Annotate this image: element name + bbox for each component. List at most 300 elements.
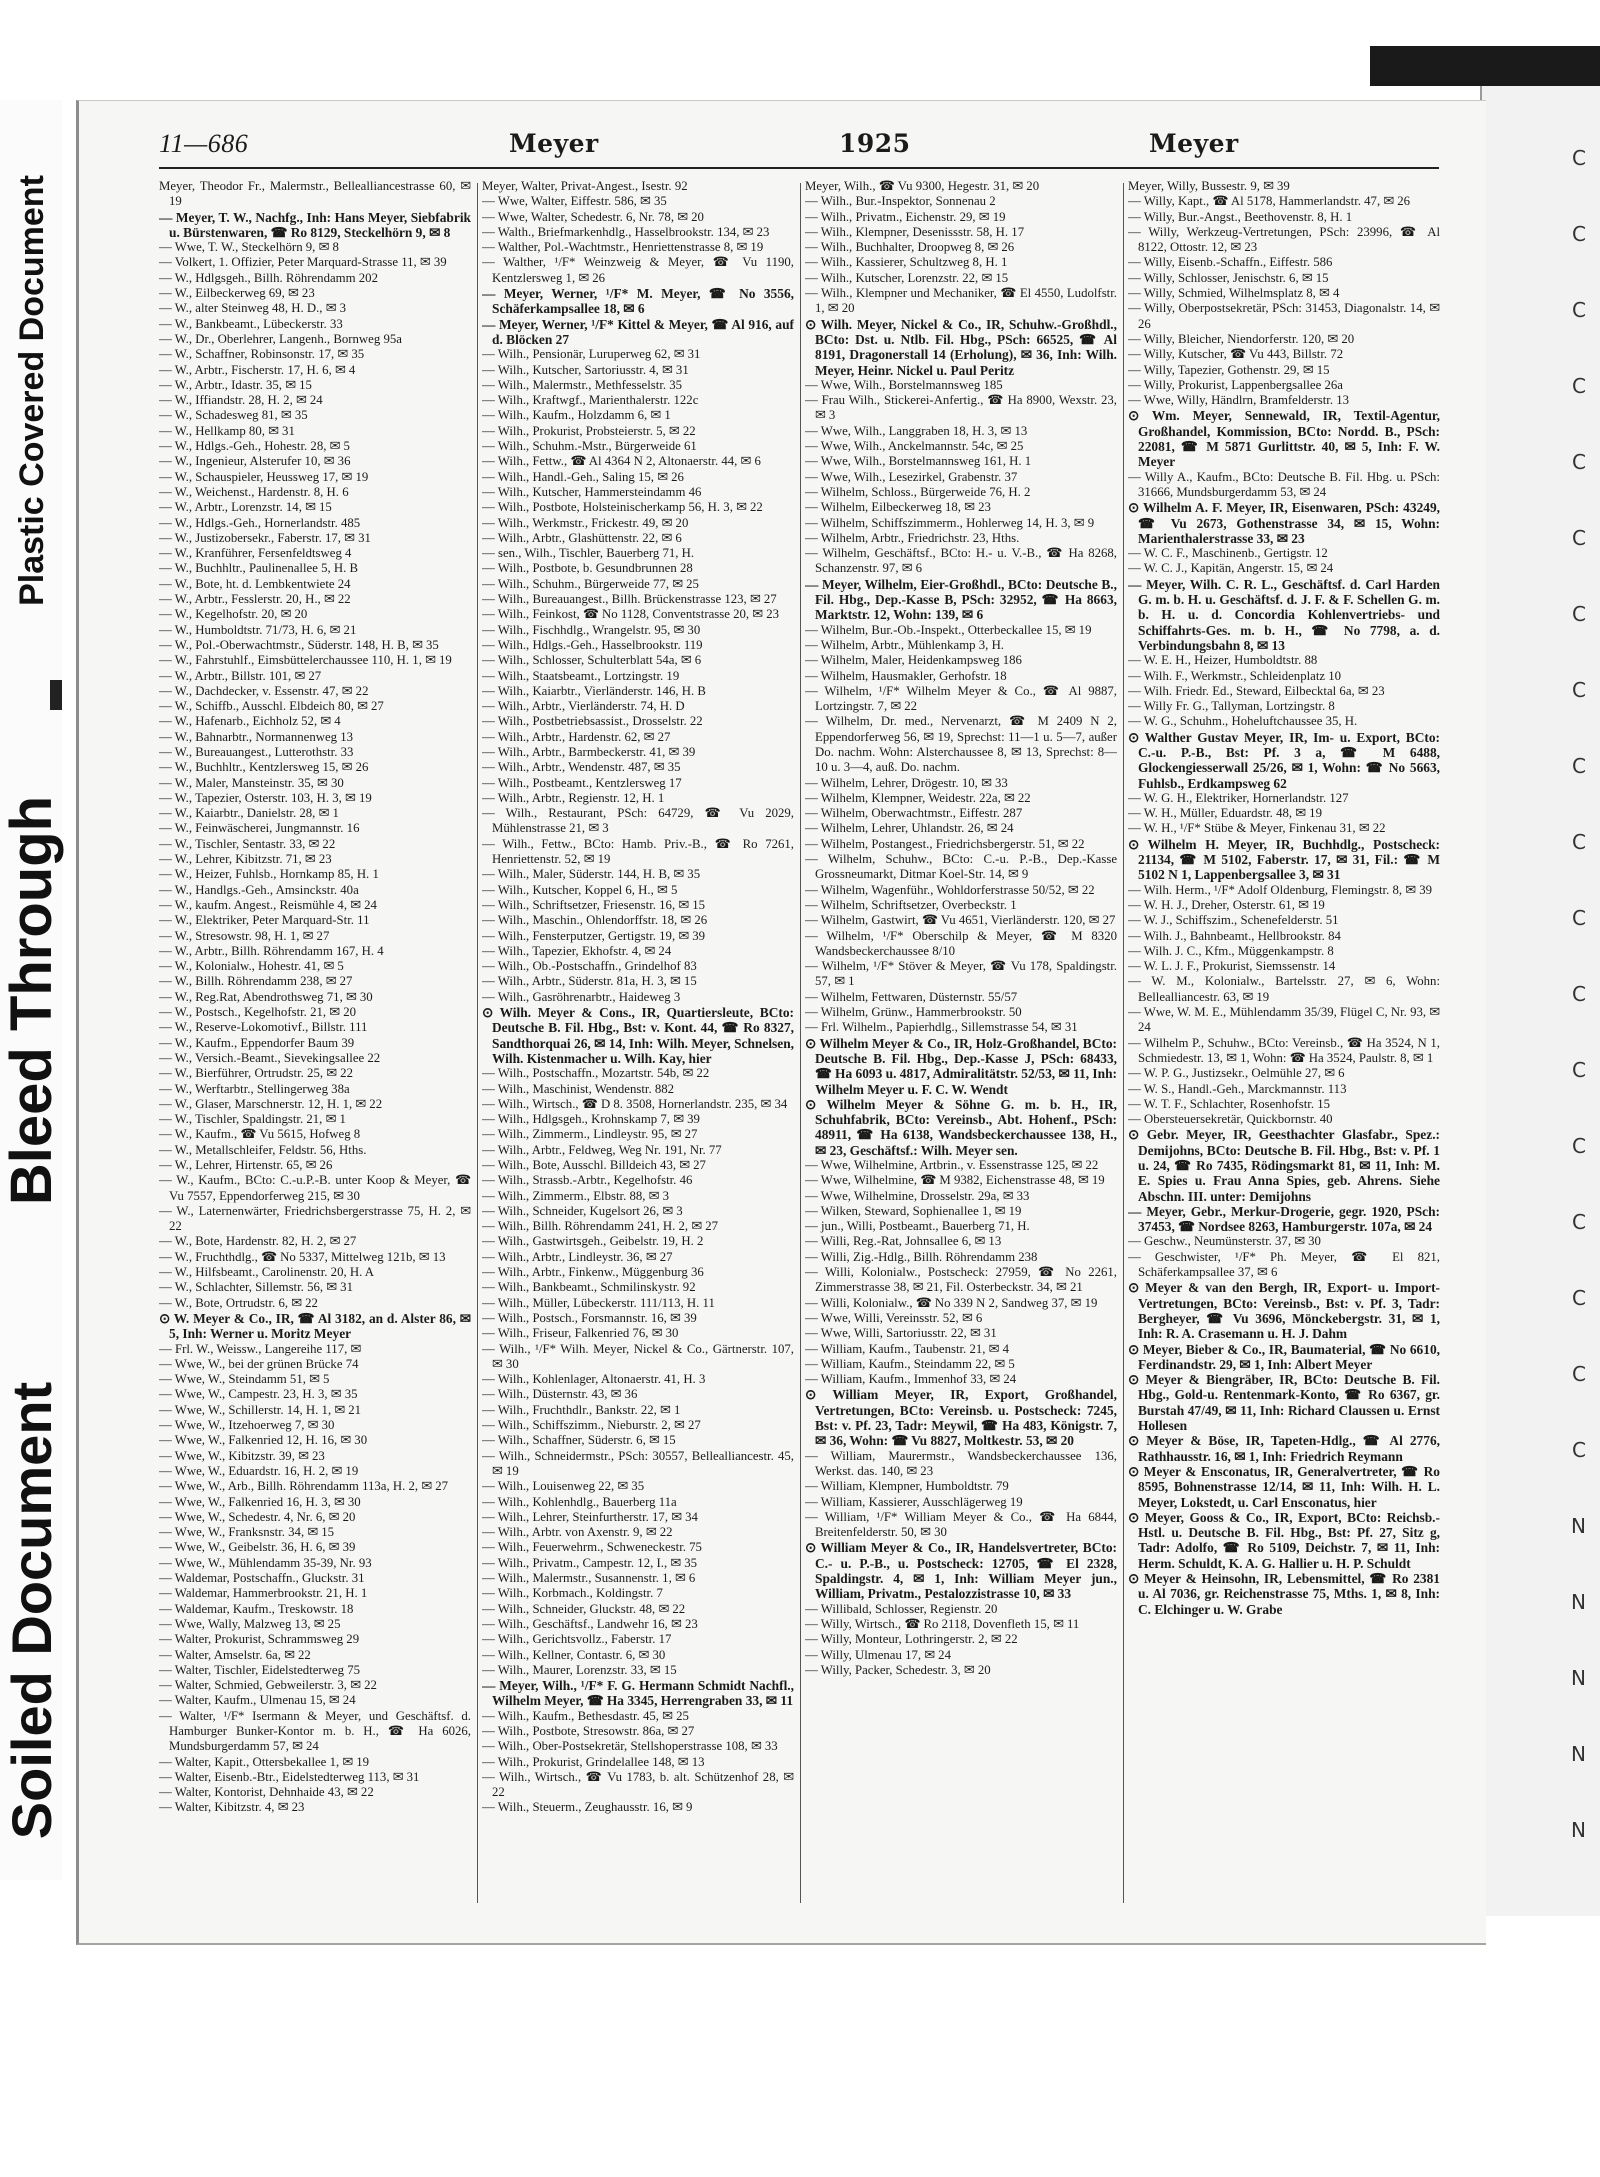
directory-entry: — Wwe, W., Itzehoerweg 7, ✉ 30 <box>159 1418 335 1433</box>
directory-entry: — W., Buchhltr., Paulinenallee 5, H. B <box>159 561 359 576</box>
directory-entry: — Frau Wilh., Stickerei-Anfertig., ☎ Ha 8900, Wexstr. 23, ✉ 3 <box>805 393 1117 423</box>
directory-entry: — Wilhelm, Arbtr., Mühlenkamp 3, H. <box>805 637 1005 652</box>
directory-entry: — Geschwister, ¹/F* Ph. Meyer, ☎ El 821, Schäferkampsallee 37, ✉ 6 <box>1128 1249 1440 1280</box>
directory-entry: — Meyer, Wilh. C. R. L., Geschäftsf. d. Carl Harden G. m. b. H. u. Geschäftsf. d. J. F. & F. Schellen G. m. b. H. u. d. Concordia Kohlenvertriebs- und Schiffahrts-Ges. m. b. H., ☎ No 7798, a. d. Verbindungsbahn 8, ✉ 13 <box>1128 576 1440 653</box>
directory-entry: — Wilhelm, Gastwirt, ☎ Vu 4651, Vierländerstr. 120, ✉ 27 <box>805 913 1116 928</box>
directory-entry: — W., Laternenwärter, Friedrichsbergerstrasse 75, H. 2, ✉ 22 <box>159 1203 471 1234</box>
directory-entry: — William, Klempner, Humboldtstr. 79 <box>805 1479 1009 1494</box>
edge-letter: N <box>1571 1590 1586 1614</box>
directory-entry: — Wilh., Pensionär, Luruperweg 62, ✉ 31 <box>482 347 701 362</box>
margin-divider-mark <box>50 680 62 710</box>
directory-entry: — Wilhelm, Schiffszimmerm., Hohlerweg 14, H. 3, ✉ 9 <box>805 515 1095 530</box>
directory-entry: — Walter, Eisenb.-Btr., Eidelstedterweg 113, ✉ 31 <box>159 1769 420 1784</box>
edge-letter: C <box>1572 1362 1586 1386</box>
edge-letter: N <box>1571 1514 1586 1538</box>
directory-entry: — W., Kranführer, Fersenfeldtsweg 4 <box>159 546 352 561</box>
directory-entry: — Wilh., Kaiarbtr., Vierländerstr. 146, H. B <box>482 683 706 698</box>
directory-entry: — Wilh., Wirtsch., ☎ Vu 1783, b. alt. Schützenhof 28, ✉ 22 <box>482 1769 794 1800</box>
margin-label-plastic-text: Plastic Covered Document <box>12 174 51 606</box>
directory-entry: ⊙ Meyer, Bieber & Co., IR, Baumaterial, ☎ No 6610, Ferdinandstr. 29, ✉ 1, Inh: Albert Meyer <box>1128 1341 1440 1372</box>
directory-entry: — W. C. F., Maschinenb., Gertigstr. 12 <box>1128 546 1328 561</box>
directory-entry: — W. H. J., Dreher, Osterstr. 61, ✉ 19 <box>1128 897 1325 912</box>
directory-entry: — Wilhelm, Lehrer, Drögestr. 10, ✉ 33 <box>805 775 1008 790</box>
directory-entry: ⊙ William Meyer & Co., IR, Handelsvertreter, BCto: C.- u. P.-B., u. Postscheck: 12705, ☎ El 2328, Spaldingstr. 4, ✉ 1, Inh: William Meyer jun., William, Privatm., Pestalozzistrasse 10, ✉ 33 <box>805 1540 1117 1602</box>
directory-entry: — Volkert, 1. Offizier, Peter Marquard-Strasse 11, ✉ 39 <box>159 255 447 270</box>
directory-entry: — William, Kassierer, Ausschlägerweg 19 <box>805 1494 1023 1509</box>
directory-entry: — Wilhelm, Schriftsetzer, Overbeckstr. 1 <box>805 897 1017 912</box>
directory-entry: — W. L. J. F., Prokurist, Siemssenstr. 14 <box>1128 959 1336 974</box>
directory-entry: — Willy, Schlosser, Jenischstr. 6, ✉ 15 <box>1128 270 1329 285</box>
directory-entry: — Wilh., Postbote, b. Gesundbrunnen 28 <box>482 561 693 576</box>
directory-entry: — W., Versich.-Beamt., Sievekingsallee 22 <box>159 1050 381 1065</box>
directory-entry: — W., Bote, Ortrudstr. 6, ✉ 22 <box>159 1295 318 1310</box>
directory-entry: — Willy A., Kaufm., BCto: Deutsche B. Fil. Hbg. u. PSch: 31666, Mundsburgerdamm 53, ✉ 24 <box>1128 469 1440 499</box>
directory-entry: — W., Arbtr., Billh. Röhrendamm 167, H. 4 <box>159 943 384 958</box>
directory-entry: — Wilken, Steward, Sophienallee 1, ✉ 19 <box>805 1203 1022 1218</box>
directory-entry: — Walter, Kaufm., Ulmenau 15, ✉ 24 <box>159 1693 356 1708</box>
directory-entry: — Willi, Kolonialw., Postscheck: 27959, ☎ No 2261, Zimmerstrasse 38, ✉ 21, Fil. Osterbeckstr. 34, ✉ 21 <box>805 1265 1117 1295</box>
directory-entry: — W., Heizer, Fuhlsb., Hornkamp 85, H. 1 <box>159 867 379 882</box>
directory-entry: — W., Ingenieur, Alsterufer 10, ✉ 36 <box>159 454 351 469</box>
directory-entry: ⊙ Meyer & Böse, IR, Tapeten-Hdlg., ☎ Al 2776, Rathhausstr. 16, ✉ 1, Inh: Friedrich Reymann <box>1128 1433 1440 1464</box>
next-page-edge <box>1480 86 1600 1916</box>
directory-entry: — Wilh. F., Werkmstr., Schleidenplatz 10 <box>1128 668 1342 683</box>
left-margin-strip <box>0 100 65 1880</box>
directory-entry: — Wilh., Kutscher, Koppel 6, H., ✉ 5 <box>482 882 678 897</box>
directory-entry: — Wwe, W. M. E., Mühlendamm 35/39, Flügel C, Nr. 93, ✉ 24 <box>1128 1005 1440 1035</box>
directory-entry: ⊙ W. Meyer & Co., IR, ☎ Al 3182, an d. Alster 86, ✉ 5, Inh: Werner u. Moritz Meyer <box>159 1310 471 1342</box>
directory-entry: — W., Arbtr., Fesslerstr. 20, H., ✉ 22 <box>159 592 351 607</box>
directory-entry: — Wilh., Arbtr., Finkenw., Müggenburg 36 <box>482 1265 704 1280</box>
directory-entry: — Willy Fr. G., Tallyman, Lortzingstr. 8 <box>1128 699 1335 714</box>
column-3 <box>805 179 1117 1919</box>
directory-entry: — Wilhelm, Maler, Heidenkampsweg 186 <box>805 653 1022 668</box>
directory-entry: — Wwe, W., Falkenried 12, H. 16, ✉ 30 <box>159 1433 368 1448</box>
top-right-shadow <box>1370 46 1600 86</box>
directory-entry: — W., Humboldtstr. 71/73, H. 6, ✉ 21 <box>159 622 357 637</box>
margin-label-bleed-text: Bleed Through <box>0 795 65 1205</box>
directory-entry: — W., Reserve-Lokomotivf., Billstr. 111 <box>159 1020 368 1035</box>
directory-entry: — Wwe, W., Mühlendamm 35-39, Nr. 93 <box>159 1555 372 1570</box>
directory-entry: — William, Kaufm., Steindamm 22, ✉ 5 <box>805 1356 1015 1371</box>
directory-entry: — Wilh. Friedr. Ed., Steward, Eilbecktal 6a, ✉ 23 <box>1128 683 1385 698</box>
directory-entry: — W., Hdlgsgeh., Billh. Röhrendamm 202 <box>159 270 378 285</box>
directory-entry: — Wilh., Ob.-Postschaffn., Grindelhof 83 <box>482 959 697 974</box>
directory-entry: — Wilh., Fettw., BCto: Hamb. Priv.-B., ☎ Ro 7261, Henriettenstr. 52, ✉ 19 <box>482 836 794 867</box>
edge-letter: C <box>1572 982 1586 1006</box>
directory-entry: — Wilhelm P., Schuhw., BCto: Vereinsb., ☎ Ha 3524, N 1, Schmiedestr. 13, ✉ 1, Wohn: ☎ Ha 3524, Paulstr. 8, ✉ 1 <box>1128 1035 1440 1065</box>
directory-entry: — W., Iffiandstr. 28, H. 2, ✉ 24 <box>159 393 323 408</box>
directory-entry: — Wilhelm, Grünw., Hammerbrookstr. 50 <box>805 1005 1022 1020</box>
directory-entry: — Wwe, Wilh., Anckelmannstr. 54c, ✉ 25 <box>805 439 1024 454</box>
directory-entry: — Wilh., Gastwirtsgeh., Geibelstr. 19, H. 2 <box>482 1234 704 1249</box>
column-2 <box>482 179 794 1919</box>
directory-entry: ⊙ Wilhelm A. F. Meyer, IR, Eisenwaren, PSch: 43249, ☎ Vu 2673, Gothenstrasse 34, ✉ 15, Wohn: Marienthalerstrasse 33, ✉ 23 <box>1128 500 1440 546</box>
directory-entry: — Frl. Wilhelm., Papierhdlg., Sillemstrasse 54, ✉ 31 <box>805 1020 1078 1035</box>
directory-entry: — Wwe, W., Arb., Billh. Röhrendamm 113a, H. 2, ✉ 27 <box>159 1479 449 1494</box>
directory-entry: — Wilh., Bur.-Inspektor, Sonnenau 2 <box>805 194 996 209</box>
directory-entry: — Wilh., Louisenweg 22, ✉ 35 <box>482 1479 645 1494</box>
directory-entry: — Wilh., Kutscher, Sartoriusstr. 4, ✉ 31 <box>482 362 689 377</box>
directory-entry: — Wilh. J., Bahnbeamt., Hellbrookstr. 84 <box>1128 928 1341 943</box>
directory-entry: ⊙ Walther Gustav Meyer, IR, Im- u. Export, BCto: C.-u. P.-B., Bst: Pf. 3 a, ☎ M 6488, Glockengiesserwall 25/26, ✉ 1, Wohn: ☎ No 5663, Fuhlsb., Erdkampsweg 62 <box>1128 729 1440 791</box>
directory-entry: — Wilh., Bureauangest., Billh. Brückenstrasse 123, ✉ 27 <box>482 592 777 607</box>
directory-entry: — Wilh., Malermstr., Susannenstr. 1, ✉ 6 <box>482 1571 696 1586</box>
margin-label-soiled <box>0 1330 64 1890</box>
directory-entry: — Wilh., Arbtr., Vierländerstr. 74, H. D <box>482 699 685 714</box>
directory-entry: — Wilh., Kohlenhdlg., Bauerberg 11a <box>482 1494 677 1509</box>
header-right-heading: Meyer <box>1149 129 1239 158</box>
directory-entry: — W., Metallschleifer, Feldstr. 56, Hths. <box>159 1142 367 1157</box>
directory-entry: — W., Tischler, Spaldingstr. 21, ✉ 1 <box>159 1112 346 1127</box>
directory-entry: — W., Weichenst., Hardenstr. 8, H. 6 <box>159 484 349 499</box>
directory-entry: — W., Stresowstr. 98, H. 1, ✉ 27 <box>159 928 330 943</box>
directory-entry: — Wilh., Fensterputzer, Gertigstr. 19, ✉ 39 <box>482 928 706 943</box>
directory-entry: — Wilh., Bankbeamt., Schmilinskystr. 92 <box>482 1280 696 1295</box>
directory-entry: — W., Bote, ht. d. Lembkentwiete 24 <box>159 576 351 591</box>
directory-entry: — Meyer, Werner, ¹/F* Kittel & Meyer, ☎ Al 916, auf d. Blöcken 27 <box>482 316 794 347</box>
directory-entry: — Wilh., Zimmerm., Elbstr. 88, ✉ 3 <box>482 1188 669 1203</box>
directory-entry: — W., Kaufm., BCto: C.-u.P.-B. unter Koop & Meyer, ☎ Vu 7557, Eppendorferweg 215, ✉ 30 <box>159 1173 471 1203</box>
directory-entry: — Wwe, Wilhelmine, ☎ M 9382, Eichenstrasse 48, ✉ 19 <box>805 1173 1105 1188</box>
directory-entry: ⊙ Wilh. Meyer, Nickel & Co., IR, Schuhw.-Großhdl., BCto: Dst. u. Ntlb. Fil. Hbg., PSch: 66525, ☎ Al 8191, Dragonerstall 14 (Erholung), ✉ 36, Inh: Wilh. Meyer, Heinr. Nickel u. Paul Peritz <box>805 316 1117 378</box>
directory-entry: — William, Kaufm., Taubenstr. 21, ✉ 4 <box>805 1341 1009 1356</box>
edge-letter: C <box>1572 830 1586 854</box>
directory-entry: — Walther, ¹/F* Weinzweig & Meyer, ☎ Vu 1190, Kentzlersweg 1, ✉ 26 <box>482 255 794 285</box>
directory-entry: — W., Glaser, Marschnerstr. 12, H. 1, ✉ 22 <box>159 1096 383 1111</box>
directory-entry: — W., Handlgs.-Geh., Amsinckstr. 40a <box>159 882 359 897</box>
directory-entry: — W., Hdlgs.-Geh., Hornerlandstr. 485 <box>159 515 361 530</box>
directory-entry: — Wilh., Klempner und Mechaniker, ☎ El 4550, Ludolfstr. 1, ✉ 20 <box>805 286 1117 316</box>
directory-entry: — W., Kaufm., Eppendorfer Baum 39 <box>159 1035 355 1050</box>
directory-entry: — Wilh., Arbtr., Feldweg, Weg Nr. 191, Nr. 77 <box>482 1142 722 1157</box>
directory-entry: — Wwe, Willi, Vereinsstr. 52, ✉ 6 <box>805 1310 983 1325</box>
directory-entry: — W., Fahrstuhlf., Eimsbüttelerchaussee 110, H. 1, ✉ 19 <box>159 653 452 668</box>
directory-entry: — Wilh., Düsternstr. 43, ✉ 36 <box>482 1387 638 1402</box>
directory-entry: — W., Bahnarbtr., Normannenweg 13 <box>159 729 354 744</box>
directory-entry: — W., Billh. Röhrendamm 238, ✉ 27 <box>159 974 353 989</box>
margin-label-plastic <box>6 120 58 660</box>
directory-entry: — Wwe, W., Kibitzstr. 39, ✉ 23 <box>159 1448 325 1463</box>
directory-entry: — Wilh., Gasröhrenarbtr., Haideweg 3 <box>482 989 681 1004</box>
directory-entry: — Willi, Zig.-Hdlg., Billh. Röhrendamm 238 <box>805 1249 1038 1264</box>
directory-entry: — Wilhelm, Dr. med., Nervenarzt, ☎ M 2409 N 2, Eppendorferweg 56, ✉ 19, Sprechst: 11—1 u. 5—7, außer Do. nachm. Wohn: Alsterchaussee 8, ✉ 13, Sprechst: 8—10 u. 3—4, auß. Do. nachm. <box>805 714 1117 775</box>
directory-entry: — Wilh., Postbote, Stresowstr. 86a, ✉ 27 <box>482 1723 695 1738</box>
directory-entry: — Walter, Schmied, Gebweilerstr. 3, ✉ 22 <box>159 1678 377 1693</box>
directory-entry: — W., Kegelhofstr. 20, ✉ 20 <box>159 607 308 622</box>
directory-entry: — Willy, Bur.-Angst., Beethovenstr. 8, H. 1 <box>1128 209 1353 224</box>
directory-entry: — Wilh., Schneider, Kugelsort 26, ✉ 3 <box>482 1203 683 1218</box>
directory-entry: — Wwe, Wilh., Lesezirkel, Grabenstr. 37 <box>805 469 1018 484</box>
directory-entry: — W., Arbtr., Fischerstr. 17, H. 6, ✉ 4 <box>159 362 356 377</box>
directory-entry: ⊙ Wilhelm Meyer & Co., IR, Holz-Großhandel, BCto: Deutsche B. Fil. Hbg., Dep.-Kasse J, PSch: 68433, ☎ Ha 6093 u. 4817, Admiralitätstr. 52/53, ✉ 11, Inh: Wilhelm Meyer u. F. C. W. Wendt <box>805 1035 1117 1097</box>
directory-entry: — Wilh., Arbtr., Lindleystr. 36, ✉ 27 <box>482 1249 673 1264</box>
directory-entry: — Walter, Kapit., Ottersbekallee 1, ✉ 19 <box>159 1754 370 1769</box>
directory-entry: — Wilh., Kassierer, Schultzweg 8, H. 1 <box>805 255 1008 270</box>
directory-entry: — W., Schlachter, Sillemstr. 56, ✉ 31 <box>159 1280 353 1295</box>
directory-entry: — Wwe, W., Falkenried 16, H. 3, ✉ 30 <box>159 1494 361 1509</box>
directory-entry: — Wilh., Ober-Postsekretär, Stellshoperstrasse 108, ✉ 33 <box>482 1739 778 1754</box>
directory-entry: — Wilh., Fettw., ☎ Al 4364 N 2, Altonaerstr. 44, ✉ 6 <box>482 454 761 469</box>
directory-entry: — Wilhelm, ¹/F* Stöver & Meyer, ☎ Vu 178, Spaldingstr. 57, ✉ 1 <box>805 959 1117 989</box>
directory-entry: — Willy, Prokurist, Lappenbergsallee 26a <box>1128 377 1343 392</box>
directory-entry: — Walter, Tischler, Eidelstedterweg 75 <box>159 1662 361 1677</box>
directory-entry: — Wilh., Arbtr. von Axenstr. 9, ✉ 22 <box>482 1525 673 1540</box>
directory-entry: — Willibald, Schlosser, Regienstr. 20 <box>805 1601 998 1616</box>
directory-entry: — W., kaufm. Angest., Reismühle 4, ✉ 24 <box>159 897 377 912</box>
page-number: 11—686 <box>159 129 249 158</box>
directory-entry: — Geschw., Neumünsterstr. 37, ✉ 30 <box>1128 1234 1321 1249</box>
directory-entry: — Willy, Ulmenau 17, ✉ 24 <box>805 1647 951 1662</box>
directory-entry: — Wilh., Bote, Ausschl. Billdeich 43, ✉ 27 <box>482 1158 706 1172</box>
directory-entry: — Wwe, Willy, Händlrn, Bramfelderstr. 13 <box>1128 393 1350 408</box>
edge-letter: N <box>1571 1666 1586 1690</box>
directory-entry: — Wilh., Buchhalter, Droopweg 8, ✉ 26 <box>805 240 1015 255</box>
directory-entry: — Wilh., Fruchthdlr., Bankstr. 22, ✉ 1 <box>482 1402 681 1417</box>
directory-entry: — W., Arbtr., Idastr. 35, ✉ 15 <box>159 377 312 392</box>
directory-entry: — Wilhelm, Lehrer, Uhlandstr. 26, ✉ 24 <box>805 821 1014 836</box>
directory-entry: — Wilh., Arbtr., Barmbeckerstr. 41, ✉ 39 <box>482 744 696 759</box>
edge-letter: C <box>1572 906 1586 930</box>
directory-entry: Meyer, Willy, Bussestr. 9, ✉ 39 <box>1128 179 1290 193</box>
directory-entry: — W., Schaffner, Robinsonstr. 17, ✉ 35 <box>159 347 365 362</box>
directory-entry: ⊙ Meyer & Heinsohn, IR, Lebensmittel, ☎ Ro 2381 u. Al 7036, gr. Reichenstrasse 75, Mths. 1, ✉ 8, Inh: C. Elchinger u. W. Grabe <box>1128 1571 1440 1617</box>
directory-entry: ⊙ Wilhelm H. Meyer, IR, Buchhdlg., Postscheck: 21134, ☎ M 5102, Faberstr. 17, ✉ 31, Fil.: ☎ M 5102 N 1, Lappenbergsallee 3, ✉ 31 <box>1128 836 1440 883</box>
directory-entry: ⊙ Wilh. Meyer & Cons., IR, Quartiersleute, BCto: Deutsche B. Fil. Hbg., Bst: v. Kont. 44, ☎ Ro 8327, Sandthorquai 26, ✉ 14, Inh: Wilh. Meyer, Schnelsen, Wilh. Kistenmacher u. Wilh. Kay, hier <box>482 1005 794 1066</box>
column-divider <box>800 183 801 1903</box>
edge-letter: C <box>1572 450 1586 474</box>
directory-entry: — W., Bankbeamt., Lübeckerstr. 33 <box>159 316 343 331</box>
directory-entry: — Wwe, W., Geibelstr. 36, H. 6, ✉ 39 <box>159 1540 356 1555</box>
directory-entry: — Wwe, Wilh., Borstelmannsweg 185 <box>805 377 1003 392</box>
directory-entry: — Wilh., Zimmerm., Lindleystr. 95, ✉ 27 <box>482 1127 698 1142</box>
header-left-heading: Meyer <box>509 129 599 158</box>
directory-entry: ⊙ Meyer & Biengräber, IR, BCto: Deutsche B. Fil. Hbg., Gold-u. Rentenmark-Konto, ☎ Ro 6367, gr. Burstah 47/49, ✉ 11, Inh: Richard Claussen u. Ernst Hollesen <box>1128 1372 1440 1434</box>
margin-label-soiled-text: Soiled Document <box>0 1381 64 1839</box>
directory-entry: — W., Schauspieler, Heussweg 17, ✉ 19 <box>159 469 369 484</box>
directory-entry: — Wilh., Arbtr., Süderstr. 81a, H. 3, ✉ 15 <box>482 974 697 989</box>
header-year: 1925 <box>839 129 911 158</box>
directory-entry: — Willi, Reg.-Rat, Johnsallee 6, ✉ 13 <box>805 1234 1002 1249</box>
directory-entry: — W., Werftarbtr., Stellingerweg 38a <box>159 1081 350 1096</box>
directory-entry: — Wilh., Wirtsch., ☎ D 8. 3508, Hornerlandstr. 235, ✉ 34 <box>482 1096 788 1111</box>
directory-entry: — Willy, Packer, Schedestr. 3, ✉ 20 <box>805 1662 991 1677</box>
directory-entry: — Wilhelm, Bur.-Ob.-Inspekt., Otterbeckallee 15, ✉ 19 <box>805 622 1092 637</box>
directory-entry: — W. G. H., Elektriker, Hornerlandstr. 127 <box>1128 790 1349 805</box>
directory-entry: — Wilh., Kaufm., Holzdamm 6, ✉ 1 <box>482 408 671 423</box>
directory-entry: — Wwe, Walter, Schedestr. 6, Nr. 78, ✉ 20 <box>482 209 704 224</box>
directory-entry: — Wilh., Maschinist, Wendenstr. 882 <box>482 1081 675 1096</box>
directory-entry: — Wwe, Wilh., Borstelmannsweg 161, H. 1 <box>805 454 1032 469</box>
directory-entry: — Wilh., Postbote, Holsteinischerkamp 56, H. 3, ✉ 22 <box>482 500 763 515</box>
directory-entry: — Waldemar, Postschaffn., Gluckstr. 31 <box>159 1571 365 1586</box>
directory-entry: — Wilh., Feinkost, ☎ No 1128, Conventstrasse 20, ✉ 23 <box>482 607 780 622</box>
directory-entry: — W., Dachdecker, v. Essenstr. 47, ✉ 22 <box>159 683 369 698</box>
directory-entry: — Wilh., Arbtr., Glashüttenstr. 22, ✉ 6 <box>482 530 682 545</box>
columns-area <box>159 179 1449 1919</box>
directory-entry: — Wilh., Prokurist, Probsteierstr. 5, ✉ 22 <box>482 423 696 438</box>
directory-entry: — W., Tapezier, Osterstr. 103, H. 3, ✉ 19 <box>159 790 372 805</box>
page-header <box>159 121 1439 165</box>
directory-entry: — Wilh., Arbtr., Hardenstr. 62, ✉ 27 <box>482 729 671 744</box>
directory-entry: — W., Justizobersekr., Faberstr. 17, ✉ 31 <box>159 530 371 545</box>
directory-entry: — Obersteuersekretär, Quickbornstr. 40 <box>1128 1112 1333 1127</box>
directory-entry: — Wwe, W., Eduardstr. 16, H. 2, ✉ 19 <box>159 1463 359 1478</box>
column-divider <box>477 183 478 1903</box>
directory-entry: — W., Lehrer, Hirtenstr. 65, ✉ 26 <box>159 1158 333 1172</box>
directory-entry: — Wwe, W., Franksnstr. 34, ✉ 15 <box>159 1525 335 1540</box>
directory-entry: Meyer, Theodor Fr., Malermstr., Bellealliancestrasse 60, ✉ 19 <box>159 179 471 209</box>
column-divider <box>1123 183 1124 1903</box>
directory-entry: — Wilhelm, Arbtr., Friedrichstr. 23, Hths. <box>805 530 1020 545</box>
directory-entry: — jun., Willi, Postbeamt., Bauerberg 71, H. <box>805 1219 1030 1234</box>
directory-page <box>76 100 1486 1945</box>
directory-entry: — W., Bote, Hardenstr. 82, H. 2, ✉ 27 <box>159 1234 357 1249</box>
directory-entry: — Wilh., Postbeamt., Kentzlersweg 17 <box>482 775 682 790</box>
directory-entry: — Wwe, W., Campestr. 23, H. 3, ✉ 35 <box>159 1387 358 1402</box>
directory-entry: — Wilh., Schuhm., Bürgerweide 77, ✉ 25 <box>482 576 699 591</box>
directory-entry: — Wilh., Schiffszimm., Nieburstr. 2, ✉ 27 <box>482 1418 701 1433</box>
directory-entry: — Wwe, W., Schedestr. 4, Nr. 6, ✉ 20 <box>159 1509 356 1524</box>
edge-letter: N <box>1571 1742 1586 1766</box>
directory-entry: — Wilh., Kohlenlager, Altonaerstr. 41, H. 3 <box>482 1372 706 1387</box>
directory-entry: — W., Fruchthdlg., ☎ No 5337, Mittelweg 121b, ✉ 13 <box>159 1249 446 1264</box>
directory-entry: — Wilh., Prokurist, Grindelallee 148, ✉ 13 <box>482 1754 705 1769</box>
directory-entry: — W. H., ¹/F* Stübe & Meyer, Finkenau 31, ✉ 22 <box>1128 821 1386 836</box>
directory-entry: — Walther, Pol.-Wachtmstr., Henriettenstrasse 8, ✉ 19 <box>482 240 764 255</box>
directory-entry: — Waldemar, Hammerbrookstr. 21, H. 1 <box>159 1586 368 1601</box>
directory-entry: — W., Maler, Mansteinstr. 35, ✉ 30 <box>159 775 344 790</box>
directory-entry: — W., Schadesweg 81, ✉ 35 <box>159 408 308 423</box>
directory-entry: — Walth., Briefmarkenhdlg., Hasselbrookstr. 134, ✉ 23 <box>482 224 770 239</box>
directory-entry: — Walter, Kontorist, Dehnhaide 43, ✉ 22 <box>159 1785 374 1800</box>
edge-letter: C <box>1572 1286 1586 1310</box>
directory-entry: — Wwe, Wilhelmine, Drosselstr. 29a, ✉ 33 <box>805 1188 1030 1203</box>
directory-entry: — W., Reg.Rat, Abendrothsweg 71, ✉ 30 <box>159 989 373 1004</box>
directory-entry: — W., Elektriker, Peter Marquard-Str. 11 <box>159 913 370 928</box>
directory-entry: — Wilh., Restaurant, PSch: 64729, ☎ Vu 2029, Mühlenstrasse 21, ✉ 3 <box>482 806 794 836</box>
directory-entry: — Wilh., Friseur, Falkenried 76, ✉ 30 <box>482 1326 679 1341</box>
directory-entry: — W. S., Handl.-Geh., Marckmannstr. 113 <box>1128 1081 1347 1096</box>
directory-entry: — Willy, Bleicher, Niendorferstr. 120, ✉ 20 <box>1128 331 1355 346</box>
directory-entry: — Wilh., Schuhm.-Mstr., Bürgerweide 61 <box>482 439 697 454</box>
directory-entry: — Wwe, T. W., Steckelhörn 9, ✉ 8 <box>159 240 339 255</box>
directory-entry: — Walter, Prokurist, Schrammsweg 29 <box>159 1632 360 1647</box>
directory-entry: ⊙ Meyer & van den Bergh, IR, Export- u. Import-Vertretungen, BCto: Vereinsb., Bst: v. Pf. 3, Tadr: Bergheyer, ☎ Vu 3696, Mönckebergstr. 31, ✉ 1, Inh: R. A. Crasemann u. H. J. Dahm <box>1128 1280 1440 1342</box>
directory-entry: — Wilhelm, Oberwachtmstr., Eiffestr. 287 <box>805 806 1023 821</box>
directory-entry: — Wilhelm, ¹/F* Wilhelm Meyer & Co., ☎ Al 9887, Lortzingstr. 7, ✉ 22 <box>805 683 1117 714</box>
edge-letter: C <box>1572 754 1586 778</box>
directory-entry: — Wilh., Schneidermstr., PSch: 30557, Bellealliancestr. 45, ✉ 19 <box>482 1448 794 1478</box>
edge-letter: C <box>1572 602 1586 626</box>
directory-entry: — Wilh., Schneider, Gluckstr. 48, ✉ 22 <box>482 1601 686 1616</box>
directory-entry: — W. H., Müller, Eduardstr. 48, ✉ 19 <box>1128 806 1322 821</box>
directory-entry: — Wilh., Müller, Lübeckerstr. 111/113, H. 11 <box>482 1295 715 1310</box>
directory-entry: — Wilhelm, Klempner, Weidestr. 22a, ✉ 22 <box>805 790 1031 805</box>
directory-entry: — Willy, Oberpostsekretär, PSch: 31453, Diagonalstr. 14, ✉ 26 <box>1128 301 1440 331</box>
directory-entry: — Wilh., Geschäftsf., Landwehr 16, ✉ 23 <box>482 1616 698 1631</box>
directory-entry: ⊙ Gebr. Meyer, IR, Geesthachter Glasfabr., Spez.: Demijohns, BCto: Deutsche B. Fil. Hbg., Bst: v. Pf. 1 u. 24, ☎ Ro 7435, Rödingsmarkt 81, ✉ 11, Inh: M. E. Spies u. Frau Anna Spies, geb. Ahrens. Siehe Abschn. III. unter: Demijohns <box>1128 1127 1440 1204</box>
directory-entry: — Wilh., Postbetriebsassist., Drosselstr. 22 <box>482 714 703 729</box>
edge-letter: C <box>1572 222 1586 246</box>
directory-entry: — William, Maurermstr., Wandsbeckerchaussee 136, Werkst. das. 140, ✉ 23 <box>805 1448 1117 1478</box>
directory-entry: — Wilh., Maurer, Lorenzstr. 33, ✉ 15 <box>482 1662 677 1677</box>
directory-entry: — Wilh., Lehrer, Steinfurtherstr. 17, ✉ 34 <box>482 1509 698 1524</box>
directory-entry: — Wilh. Herm., ¹/F* Adolf Oldenburg, Flemingstr. 8, ✉ 39 <box>1128 882 1432 897</box>
edge-letter: C <box>1572 298 1586 322</box>
directory-entry: — W., Kaufm., ☎ Vu 5615, Hofweg 8 <box>159 1127 361 1142</box>
directory-entry: — Wilh., Feuerwehrm., Schweneckestr. 75 <box>482 1540 702 1555</box>
directory-entry: — Wilh., Postsch., Forsmannstr. 16, ✉ 39 <box>482 1310 697 1325</box>
directory-entry: — W., alter Steinweg 48, H. D., ✉ 3 <box>159 301 347 316</box>
edge-letter: C <box>1572 374 1586 398</box>
directory-entry: — William, Kaufm., Immenhof 33, ✉ 24 <box>805 1372 1017 1387</box>
directory-entry: — W., Buchhltr., Kentzlersweg 15, ✉ 26 <box>159 760 369 775</box>
directory-entry: — Wilh., Schriftsetzer, Friesenstr. 16, ✉ 15 <box>482 897 706 912</box>
directory-entry: — Willi, Kolonialw., ☎ No 339 N 2, Sandweg 37, ✉ 19 <box>805 1295 1098 1310</box>
edge-letter: C <box>1572 526 1586 550</box>
directory-entry: — W. T. F., Schlachter, Rosenhofstr. 15 <box>1128 1096 1331 1111</box>
directory-entry: — W. C. J., Kapitän, Angerstr. 15, ✉ 24 <box>1128 561 1334 576</box>
directory-entry: — W., Kolonialw., Hohestr. 41, ✉ 5 <box>159 959 344 974</box>
directory-entry: — Wilhelm, Postangest., Friedrichsbergerstr. 51, ✉ 22 <box>805 836 1085 851</box>
directory-entry: — W. G., Schuhm., Hoheluftchaussee 35, H. <box>1128 714 1358 729</box>
directory-entry: — Wwe, Willi, Sartoriusstr. 22, ✉ 31 <box>805 1326 997 1341</box>
directory-entry: Meyer, Wilh., ☎ Vu 9300, Hegestr. 31, ✉ 20 <box>805 179 1040 193</box>
directory-entry: — Wilh., Gerichtsvollz., Faberstr. 17 <box>482 1632 672 1647</box>
directory-entry: — Wilh., Kellner, Contastr. 6, ✉ 30 <box>482 1647 666 1662</box>
directory-entry: — W., Hilfsbeamt., Carolinenstr. 20, H. A <box>159 1265 375 1280</box>
column-1 <box>159 179 471 1919</box>
directory-entry: — Wilh., Arbtr., Wendenstr. 487, ✉ 35 <box>482 760 681 775</box>
directory-entry: — Wilh., Schlosser, Schulterblatt 54a, ✉ 6 <box>482 653 702 668</box>
directory-entry: — Frl. W., Weissw., Langereihe 117, ✉ <box>159 1341 362 1356</box>
directory-entry: ⊙ William Meyer, IR, Export, Großhandel, Vertretungen, BCto: Vereinsb. u. Postscheck: 7245, Bst: v. Pf. 23, Tadr: Meywil, ☎ Ha 483, Königstr. 7, ✉ 36, Wohn: ☎ Vu 8827, Moltkestr. 53, ✉ 20 <box>805 1387 1117 1449</box>
directory-entry: — W., Pol.-Oberwachtmstr., Süderstr. 148, H. B, ✉ 35 <box>159 637 439 652</box>
directory-entry: — Wilh., Hdlgsgeh., Krohnskamp 7, ✉ 39 <box>482 1112 700 1127</box>
directory-entry: — Willy, Kapt., ☎ Al 5178, Hammerlandstr. 47, ✉ 26 <box>1128 194 1411 209</box>
directory-entry: — Wilh., Arbtr., Regienstr. 12, H. 1 <box>482 790 665 805</box>
directory-entry: — Wilh., Schaffner, Süderstr. 6, ✉ 15 <box>482 1433 676 1448</box>
directory-entry: — W., Arbtr., Lorenzstr. 14, ✉ 15 <box>159 500 332 515</box>
directory-entry: — Wilh., Kutscher, Hammersteindamm 46 <box>482 484 702 499</box>
directory-entry: — Wilh., Strassb.-Arbtr., Kegelhofstr. 46 <box>482 1173 693 1188</box>
edge-letter: C <box>1572 1134 1586 1158</box>
column-4 <box>1128 179 1440 1919</box>
directory-entry: — W., Bureauangest., Lutterothstr. 33 <box>159 744 354 759</box>
directory-entry: — Willy, Wirtsch., ☎ Ro 2118, Dovenfleth 15, ✉ 11 <box>805 1616 1080 1631</box>
directory-entry: — Wwe, Wilh., Langgraben 18, H. 3, ✉ 13 <box>805 423 1028 438</box>
directory-entry: — Wilh., Privatm., Eichenstr. 29, ✉ 19 <box>805 209 1006 224</box>
directory-entry: — Wilh., Maler, Süderstr. 144, H. B, ✉ 35 <box>482 867 701 882</box>
edge-letter: C <box>1572 146 1586 170</box>
directory-entry: — Wilh., Postschaffn., Mozartstr. 54b, ✉ 22 <box>482 1066 710 1081</box>
directory-entry: — Wilhelm, Eilbeckerweg 18, ✉ 23 <box>805 500 991 515</box>
edge-letter: C <box>1572 1210 1586 1234</box>
directory-entry: Meyer, Walter, Privat-Angest., Isestr. 92 <box>482 179 688 193</box>
directory-entry: — Wilh., Werkmstr., Frickestr. 49, ✉ 20 <box>482 515 689 530</box>
margin-label-bleed <box>0 720 65 1280</box>
directory-entry: — Wilh., Kaufm., Bethesdastr. 45, ✉ 25 <box>482 1708 689 1723</box>
directory-entry: — Wilh., Privatm., Campestr. 12, I., ✉ 35 <box>482 1555 698 1570</box>
directory-entry: — Wwe, Walter, Eiffestr. 586, ✉ 35 <box>482 194 667 209</box>
directory-entry: — Wwe, Wally, Malzweg 13, ✉ 25 <box>159 1616 341 1631</box>
directory-entry: — W., Hafenarb., Eichholz 52, ✉ 4 <box>159 714 341 729</box>
directory-entry: — Meyer, Gebr., Merkur-Drogerie, gegr. 1920, PSch: 37453, ☎ Nordsee 8263, Hamburgerstr. 107a, ✉ 24 <box>1128 1203 1440 1235</box>
directory-entry: — Wilh., Tapezier, Ekhofstr. 4, ✉ 24 <box>482 943 672 958</box>
edge-letter: C <box>1572 678 1586 702</box>
directory-entry: ⊙ Wm. Meyer, Sennewald, IR, Textil-Agentur, Großhandel, Kommission, BCto: Nordd. B., PSch: 22081, ☎ M 5871 Gurlittstr. 40, ✉ 5, Inh: F. W. Meyer <box>1128 408 1440 470</box>
